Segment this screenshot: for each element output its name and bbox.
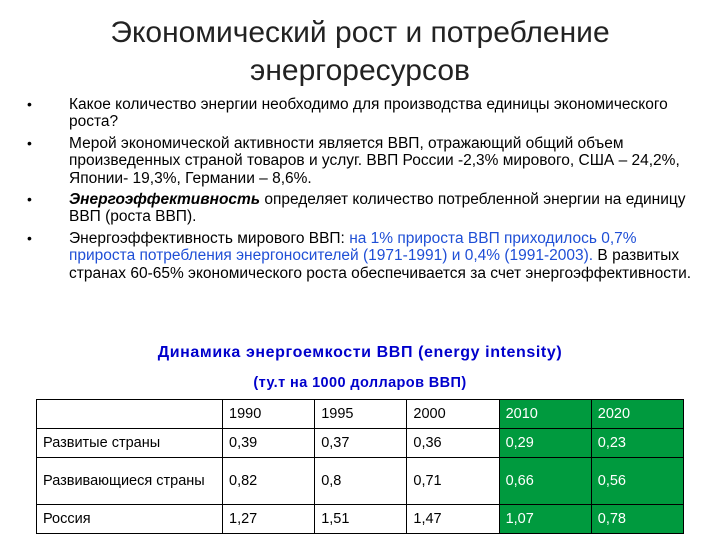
- table-subtitle: (ту.т на 1000 долларов ВВП): [253, 375, 467, 391]
- table-cell: 1,51: [315, 505, 407, 534]
- row-label: Развивающиеся страны: [37, 458, 223, 505]
- table-cell: 0,29: [499, 429, 591, 458]
- row-label: Россия: [37, 505, 223, 534]
- column-header-2020: 2020: [591, 400, 683, 429]
- table-cell: 0,78: [591, 505, 683, 534]
- column-header-1990: 1990: [223, 400, 315, 429]
- bullet-highlight: на 1% прироста ВВП приходилось 0,7% прироста потребления энергоносителей (1971-1991) и 0,4% (1991-2003).: [69, 229, 637, 265]
- bullet-text: определяет количество потребленной энергии на единицу ВВП (роста ВВП).: [69, 191, 686, 226]
- table-cell: 0,71: [407, 458, 499, 505]
- bullet-dot-icon: •: [27, 96, 32, 112]
- bullet-item-3: [20, 191, 700, 226]
- table-cell: 0,56: [591, 458, 683, 505]
- table-cell: 0,36: [407, 429, 499, 458]
- column-header-2010: 2010: [499, 400, 591, 429]
- bullet-text: Какое количество энергии необходимо для производства единицы экономического роста?: [69, 96, 668, 131]
- table-title: Динамика энергоемкости ВВП (energy intensity): [157, 344, 563, 361]
- bullet-text-suffix: В развитых странах 60-65% экономического роста обеспечивается за счет энергоэффективности.: [69, 247, 692, 282]
- energy-intensity-table: [36, 399, 684, 534]
- table-cell: 0,8: [315, 458, 407, 505]
- page-title-line-2: энергоресурсов: [250, 54, 470, 87]
- table-corner-cell: [37, 400, 223, 429]
- row-label: Развитые страны: [37, 429, 223, 458]
- table-cell: 0,82: [223, 458, 315, 505]
- table-row: [37, 458, 684, 505]
- page-title-line-1: Экономический рост и потребление: [110, 16, 610, 49]
- table-cell: 1,47: [407, 505, 499, 534]
- bullet-dot-icon: •: [27, 134, 32, 151]
- table-cell: 1,27: [223, 505, 315, 534]
- bullet-item-2: [20, 135, 700, 187]
- table-cell: 0,37: [315, 429, 407, 458]
- bullet-item-4: [20, 230, 700, 282]
- bullet-text: Мерой экономической активности является ВВП, отражающий общий объем произведенных страной товаров и услуг. ВВП России -2,3% мирового, США – 24,2%, Японии- 19,3%, Германии – 8,6%.: [69, 134, 680, 187]
- table-header-row: [37, 400, 684, 429]
- bullet-dot-icon: •: [27, 229, 32, 246]
- table-row: [37, 429, 684, 458]
- table-cell: 0,66: [499, 458, 591, 505]
- table-cell: 1,07: [499, 505, 591, 534]
- bullet-item-1: [20, 96, 700, 131]
- page-title: [0, 14, 720, 90]
- table-cell: 0,39: [223, 429, 315, 458]
- bullet-text-prefix: Энергоэффективность мирового ВВП:: [69, 229, 350, 247]
- bullet-list: [20, 96, 700, 286]
- table-row: [37, 505, 684, 534]
- column-header-1995: 1995: [315, 400, 407, 429]
- column-header-2000: 2000: [407, 400, 499, 429]
- table-cell: 0,23: [591, 429, 683, 458]
- bullet-emphasis: Энергоэффективность: [69, 191, 261, 209]
- bullet-dot-icon: •: [27, 191, 32, 208]
